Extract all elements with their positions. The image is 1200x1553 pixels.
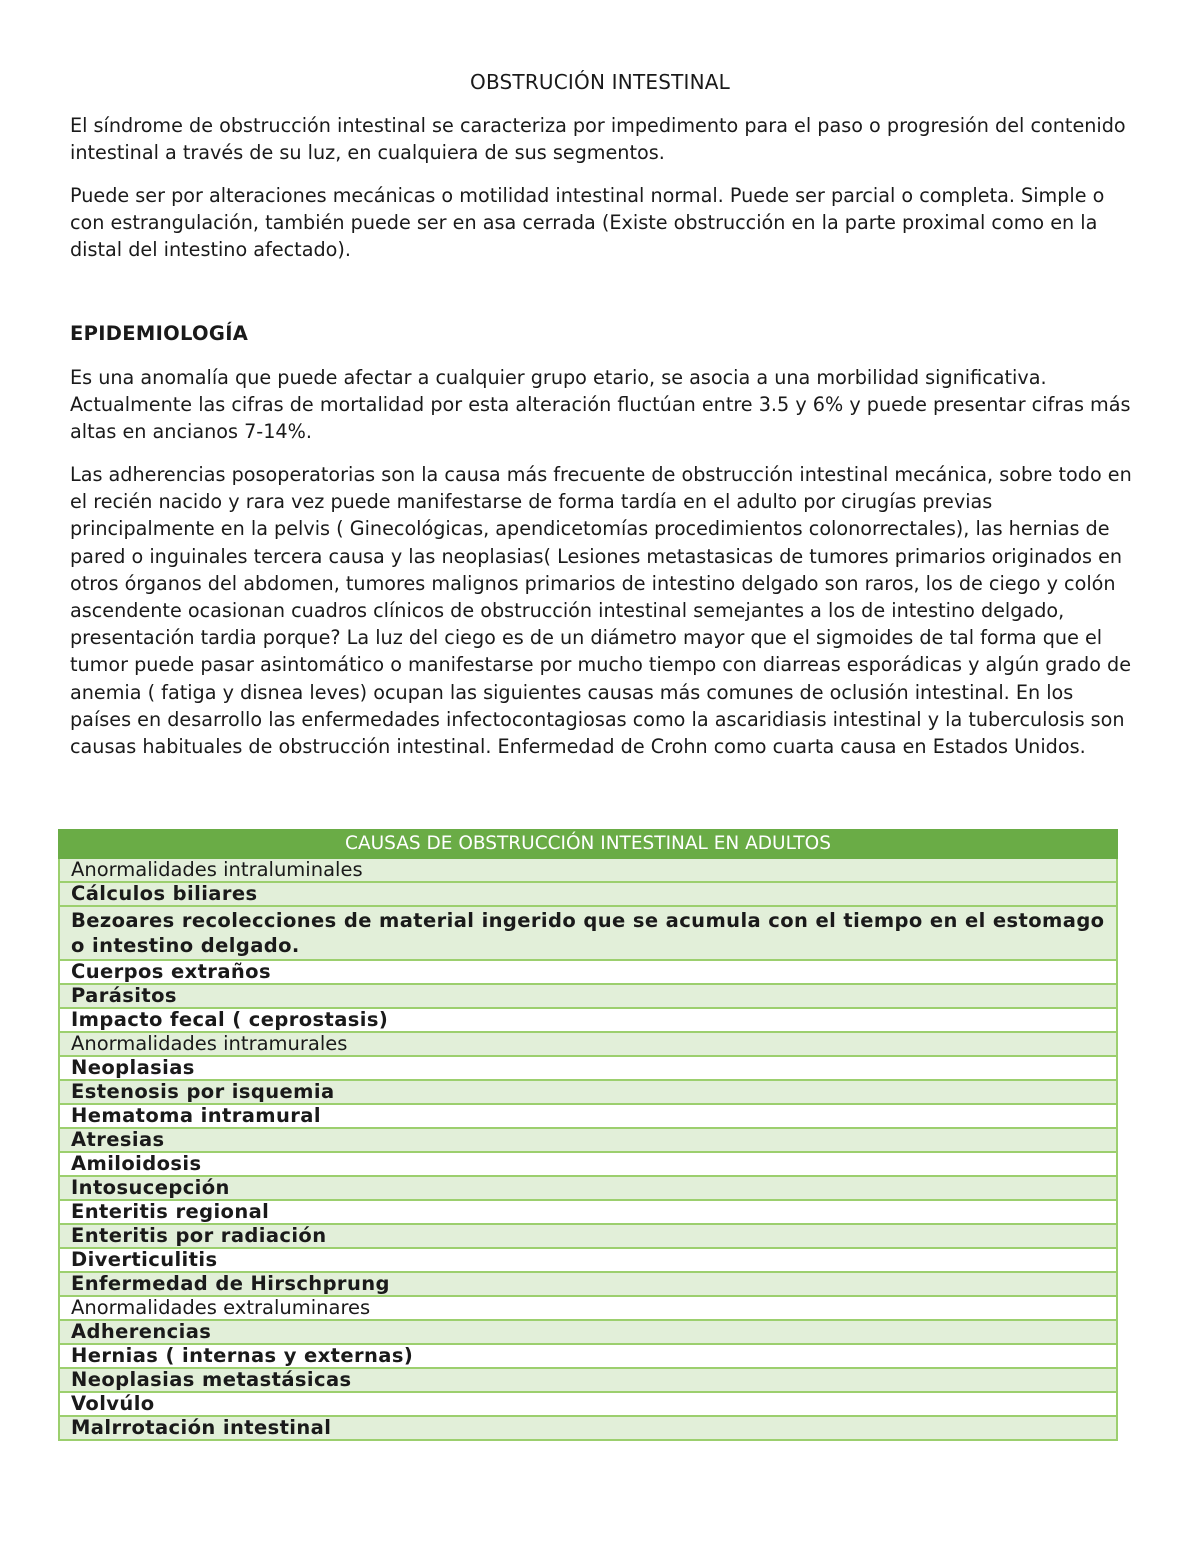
table-cell: Diverticulitis bbox=[59, 1248, 1117, 1272]
table-row bbox=[59, 1368, 1117, 1392]
table-row bbox=[59, 1104, 1117, 1128]
causes-table bbox=[58, 829, 1118, 1441]
table-row bbox=[59, 1200, 1117, 1224]
table-cell: Anormalidades intramurales bbox=[59, 1032, 1117, 1056]
table-row bbox=[59, 1296, 1117, 1320]
table-cell: Malrrotación intestinal bbox=[59, 1416, 1117, 1440]
table-row bbox=[59, 1320, 1117, 1344]
table-row bbox=[59, 1152, 1117, 1176]
table-header-row bbox=[59, 830, 1117, 858]
table-cell: Enteritis por radiación bbox=[59, 1224, 1117, 1248]
table-row bbox=[59, 858, 1117, 882]
table-cell: Volvúlo bbox=[59, 1392, 1117, 1416]
table-row bbox=[59, 1032, 1117, 1056]
table-cell: Hernias ( internas y externas) bbox=[59, 1344, 1117, 1368]
table-row bbox=[59, 1080, 1117, 1104]
document-title: OBSTRUCIÓN INTESTINAL bbox=[470, 70, 730, 94]
table-cell: Enfermedad de Hirschprung bbox=[59, 1272, 1117, 1296]
intro-paragraph-1: El síndrome de obstrucción intestinal se caracteriza por impedimento para el paso o progresión del contenido intestinal a través de su luz, en cualquiera de sus segmentos. bbox=[70, 114, 1126, 165]
table-cell: Intosucepción bbox=[59, 1176, 1117, 1200]
table-cell: Anormalidades intraluminales bbox=[59, 858, 1117, 882]
table-cell: Anormalidades extraluminares bbox=[59, 1296, 1117, 1320]
table-row bbox=[59, 1056, 1117, 1080]
table-cell: Cuerpos extraños bbox=[59, 960, 1117, 984]
table-row bbox=[59, 1272, 1117, 1296]
table-row bbox=[59, 906, 1117, 960]
epidemiology-paragraph-2: Las adherencias posoperatorias son la causa más frecuente de obstrucción intestinal mecánica, sobre todo en el recién nacido y rara vez puede manifestarse de forma tardía en el adulto por cirugías previas principalmente en la pelvis ( Ginecológicas, apendicetomías procedimientos colonorrectales), las hernias de pared o inguinales tercera causa y las neoplasias( Lesiones metastasicas de tumores primarios originados en otros órganos del abdomen, tumores malignos primarios de intestino delgado son raros, los de ciego y colón ascendente ocasionan cuadros clínicos de obstrucción intestinal semejantes a los de intestino delgado, presentación tardia porque? La luz del ciego es de un diámetro mayor que el sigmoides de tal forma que el tumor puede pasar asintomático o manifestarse por mucho tiempo con diarreas esporádicas y algún grado de anemia ( fatiga y disnea leves) ocupan las siguientes causas más comunes de oclusión intestinal. En los países en desarrollo las enfermedades infectocontagiosas como la ascaridiasis intestinal y la tuberculosis son causas habituales de obstrucción intestinal. Enfermedad de Crohn como cuarta causa en Estados Unidos. bbox=[70, 463, 1132, 759]
table-cell: Enteritis regional bbox=[59, 1200, 1117, 1224]
table-cell: Bezoares recolecciones de material ingerido que se acumula con el tiempo en el estomago o intestino delgado. bbox=[59, 906, 1117, 960]
table-row bbox=[59, 1248, 1117, 1272]
table-row bbox=[59, 1416, 1117, 1440]
table-cell: Amiloidosis bbox=[59, 1152, 1117, 1176]
table-row bbox=[59, 1176, 1117, 1200]
table-cell: Hematoma intramural bbox=[59, 1104, 1117, 1128]
table-cell: Cálculos biliares bbox=[59, 882, 1117, 906]
table-row bbox=[59, 882, 1117, 906]
epidemiology-paragraph-1: Es una anomalía que puede afectar a cualquier grupo etario, se asocia a una morbilidad significativa. Actualmente las cifras de mortalidad por esta alteración fluctúan entre 3.5 y 6% y puede presentar cifras más altas en ancianos 7-14%. bbox=[70, 366, 1131, 444]
table-row bbox=[59, 960, 1117, 984]
table-cell: Estenosis por isquemia bbox=[59, 1080, 1117, 1104]
table-cell: Neoplasias metastásicas bbox=[59, 1368, 1117, 1392]
table-row bbox=[59, 1224, 1117, 1248]
table-cell: Neoplasias bbox=[59, 1056, 1117, 1080]
table-header: CAUSAS DE OBSTRUCCIÓN INTESTINAL EN ADULTOS bbox=[59, 830, 1117, 858]
table-row bbox=[59, 1344, 1117, 1368]
table-row bbox=[59, 1128, 1117, 1152]
table-row bbox=[59, 984, 1117, 1008]
table-cell: Adherencias bbox=[59, 1320, 1117, 1344]
table-row bbox=[59, 1392, 1117, 1416]
table-cell: Atresias bbox=[59, 1128, 1117, 1152]
table-row bbox=[59, 1008, 1117, 1032]
intro-paragraph-2: Puede ser por alteraciones mecánicas o motilidad intestinal normal. Puede ser parcial o completa. Simple o con estrangulación, también puede ser en asa cerrada (Existe obstrucción en la parte proximal como en la distal del intestino afectado). bbox=[70, 184, 1105, 262]
table-cell: Impacto fecal ( ceprostasis) bbox=[59, 1008, 1117, 1032]
table-cell: Parásitos bbox=[59, 984, 1117, 1008]
epidemiology-heading: EPIDEMIOLOGÍA bbox=[70, 322, 249, 345]
